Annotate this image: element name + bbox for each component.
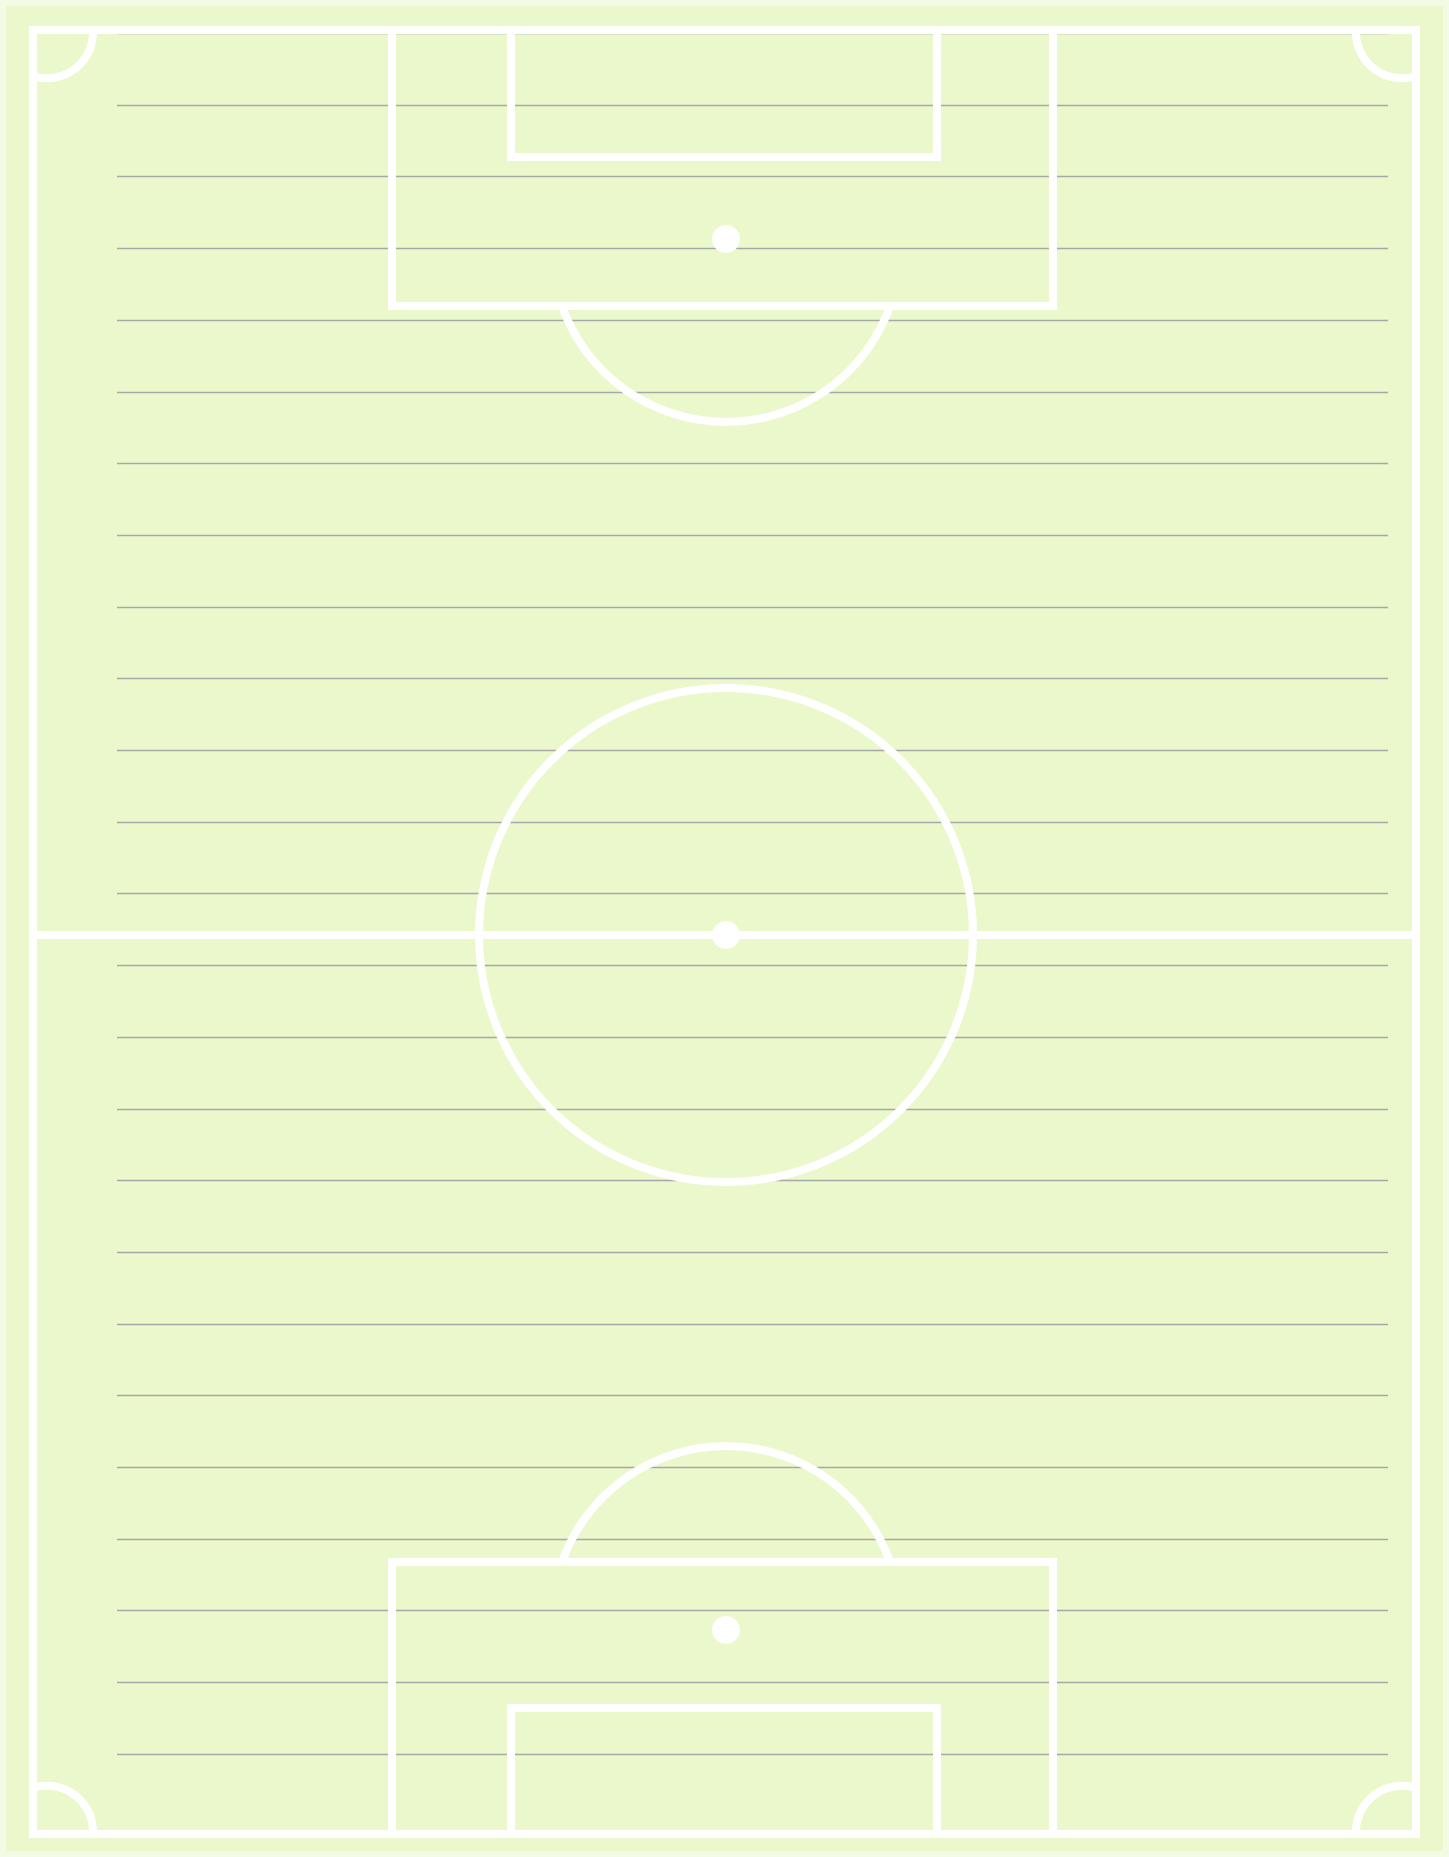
top-penalty-spot (712, 225, 740, 253)
center-spot (712, 921, 740, 949)
bottom-penalty-spot (712, 1616, 740, 1644)
